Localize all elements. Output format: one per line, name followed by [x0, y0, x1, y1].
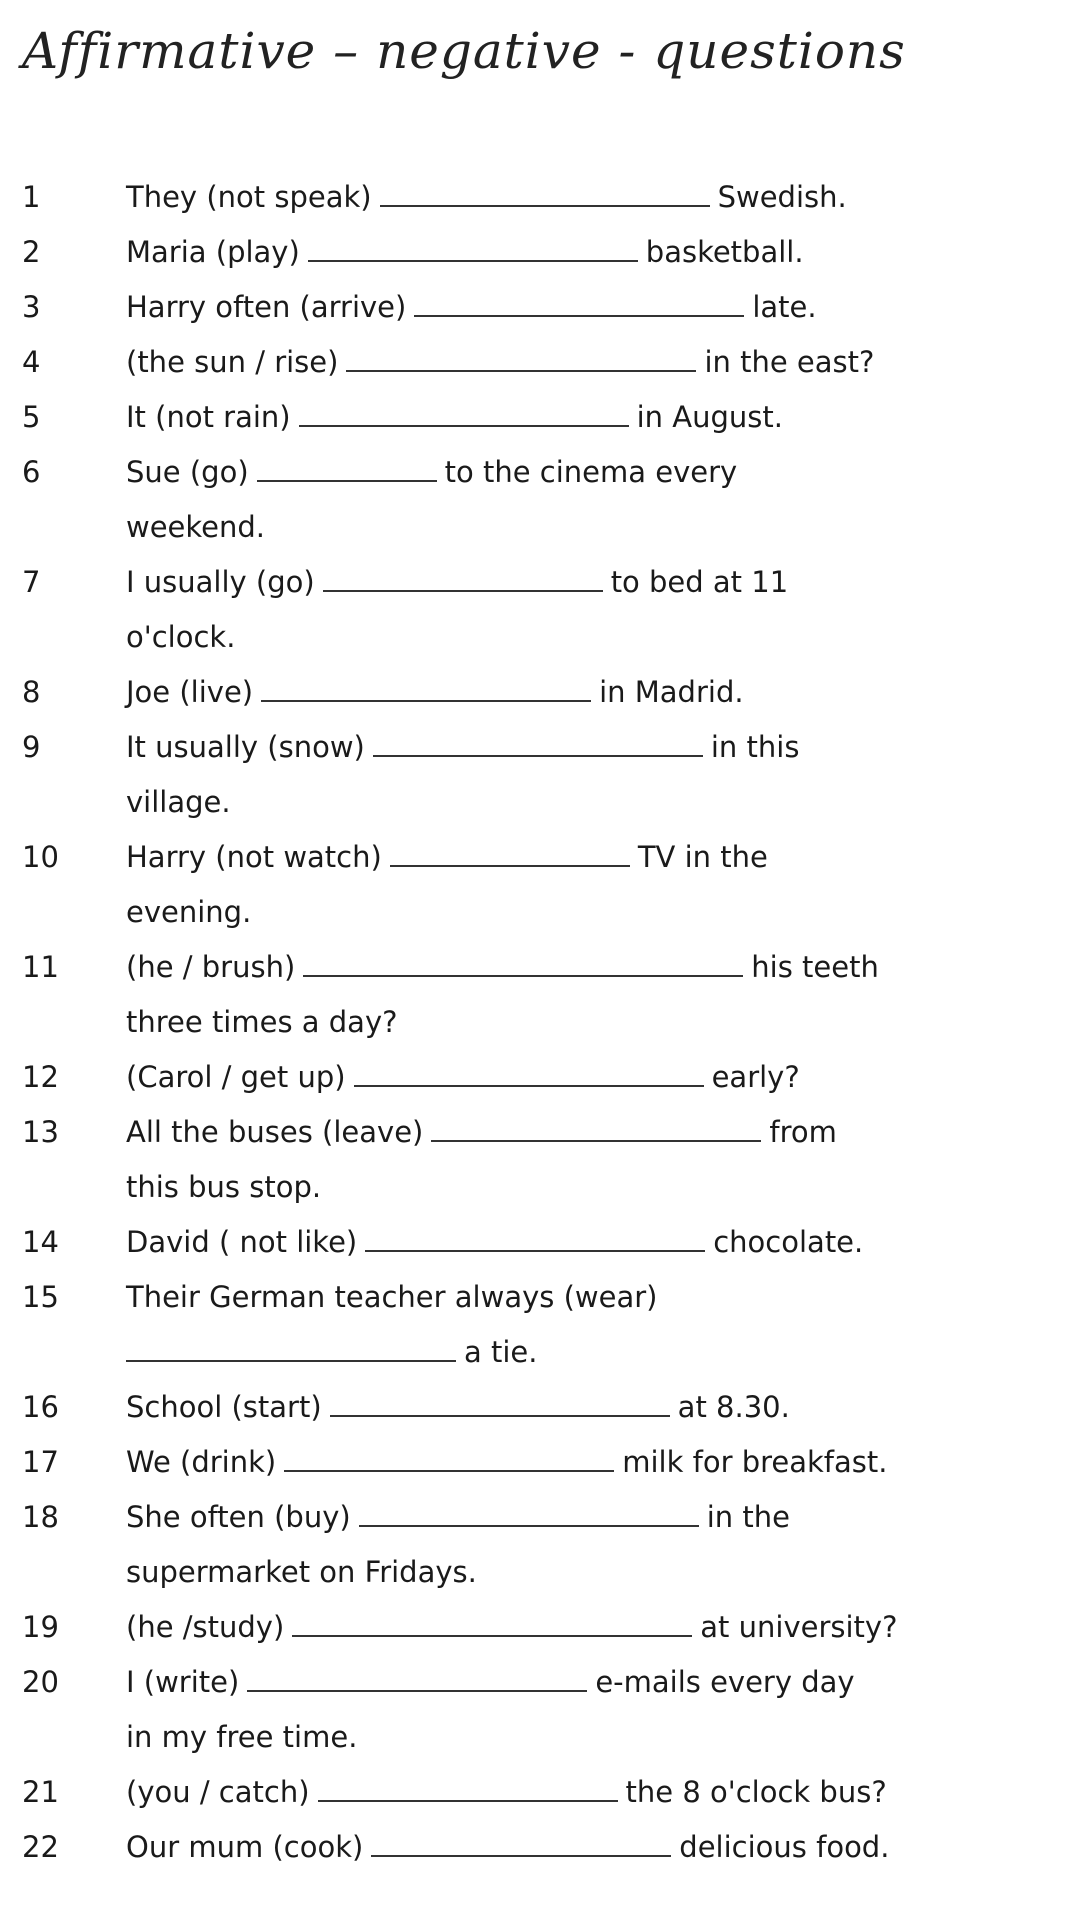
prompt-text-after: delicious food. [679, 1830, 890, 1864]
exercise-number: 17 [22, 1445, 59, 1479]
prompt-text-after: in this [710, 730, 800, 764]
exercise-number: 8 [22, 675, 41, 709]
prompt-text-after: to bed at 11 [610, 565, 789, 599]
exercise-line [126, 445, 1026, 500]
prompt-text: Maria (play) [126, 235, 300, 269]
exercise-item [0, 390, 1080, 445]
prompt-text-after: basketball. [645, 235, 804, 269]
prompt-text: in my free time. [126, 1720, 358, 1754]
prompt-text-after: from [769, 1115, 837, 1149]
exercise-number: 16 [22, 1390, 59, 1424]
exercise-item [0, 445, 1080, 555]
prompt-text: It usually (snow) [126, 730, 365, 764]
exercise-item [0, 1765, 1080, 1820]
prompt-text: evening. [126, 895, 252, 929]
prompt-text-after: Swedish. [717, 180, 847, 214]
exercise-number: 22 [22, 1830, 59, 1864]
prompt-text: David ( not like) [126, 1225, 358, 1259]
answer-blank[interactable] [303, 949, 743, 977]
exercise-item [0, 720, 1080, 830]
answer-blank[interactable] [373, 729, 703, 757]
exercise-line [126, 1765, 1026, 1820]
prompt-text: We (drink) [126, 1445, 277, 1479]
prompt-text: (Carol / get up) [126, 1060, 346, 1094]
answer-blank[interactable] [330, 1389, 670, 1417]
exercise-number: 21 [22, 1775, 59, 1809]
prompt-text-after: milk for breakfast. [622, 1445, 888, 1479]
exercise-line [126, 1600, 1026, 1655]
exercise-list [0, 170, 1080, 1875]
prompt-text: Sue (go) [126, 455, 249, 489]
prompt-text-after: TV in the [637, 840, 768, 874]
exercise-item [0, 940, 1080, 1050]
answer-blank[interactable] [257, 454, 437, 482]
exercise-number: 12 [22, 1060, 59, 1094]
prompt-text: (you / catch) [126, 1775, 310, 1809]
prompt-text: It (not rain) [126, 400, 291, 434]
prompt-text-after: at university? [700, 1610, 898, 1644]
answer-blank[interactable] [318, 1774, 618, 1802]
exercise-line [126, 1710, 1026, 1765]
prompt-text: Their German teacher always (wear) [126, 1280, 658, 1314]
answer-blank[interactable] [126, 1334, 456, 1362]
exercise-line [126, 280, 1026, 335]
worksheet-title: Affirmative – negative - questions [22, 22, 906, 80]
prompt-text: She often (buy) [126, 1500, 351, 1534]
exercise-line [126, 555, 1026, 610]
exercise-number: 3 [22, 290, 41, 324]
exercise-line [126, 885, 1026, 940]
prompt-text-after: a tie. [464, 1335, 538, 1369]
exercise-line [126, 1270, 1026, 1325]
exercise-number: 19 [22, 1610, 59, 1644]
exercise-line [126, 775, 1026, 830]
prompt-text: weekend. [126, 510, 266, 544]
exercise-item [0, 1600, 1080, 1655]
exercise-line [126, 610, 1026, 665]
exercise-line [126, 1490, 1026, 1545]
exercise-number: 18 [22, 1500, 59, 1534]
prompt-text-after: chocolate. [713, 1225, 864, 1259]
prompt-text: Our mum (cook) [126, 1830, 364, 1864]
exercise-line [126, 1435, 1026, 1490]
exercise-line [126, 1545, 1026, 1600]
exercise-line [126, 1325, 1026, 1380]
exercise-item [0, 555, 1080, 665]
prompt-text: this bus stop. [126, 1170, 322, 1204]
prompt-text: village. [126, 785, 231, 819]
prompt-text-after: early? [711, 1060, 800, 1094]
exercise-item [0, 1105, 1080, 1215]
exercise-item [0, 1655, 1080, 1765]
exercise-line [126, 390, 1026, 445]
exercise-item [0, 1050, 1080, 1105]
prompt-text-after: in the east? [704, 345, 875, 379]
exercise-number: 4 [22, 345, 41, 379]
exercise-item [0, 665, 1080, 720]
answer-blank[interactable] [299, 399, 629, 427]
prompt-text: Harry often (arrive) [126, 290, 407, 324]
prompt-text: All the buses (leave) [126, 1115, 424, 1149]
answer-blank[interactable] [346, 344, 696, 372]
prompt-text-after: e-mails every day [595, 1665, 855, 1699]
exercise-item [0, 1435, 1080, 1490]
answer-blank[interactable] [380, 179, 710, 207]
exercise-item [0, 1215, 1080, 1270]
exercise-number: 11 [22, 950, 59, 984]
exercise-number: 14 [22, 1225, 59, 1259]
answer-blank[interactable] [365, 1224, 705, 1252]
prompt-text-after: at 8.30. [677, 1390, 790, 1424]
prompt-text: School (start) [126, 1390, 322, 1424]
exercise-line [126, 720, 1026, 775]
answer-blank[interactable] [354, 1059, 704, 1087]
exercise-line [126, 995, 1026, 1050]
answer-blank[interactable] [261, 674, 591, 702]
answer-blank[interactable] [371, 1829, 671, 1857]
prompt-text: o'clock. [126, 620, 236, 654]
exercise-number: 10 [22, 840, 59, 874]
exercise-item [0, 225, 1080, 280]
prompt-text-after: in Madrid. [599, 675, 744, 709]
exercise-number: 1 [22, 180, 41, 214]
exercise-item [0, 335, 1080, 390]
exercise-line [126, 940, 1026, 995]
answer-blank[interactable] [284, 1444, 614, 1472]
prompt-text: three times a day? [126, 1005, 398, 1039]
exercise-item [0, 1490, 1080, 1600]
exercise-line [126, 170, 1026, 225]
exercise-line [126, 500, 1026, 555]
exercise-line [126, 1105, 1026, 1160]
exercise-number: 7 [22, 565, 41, 599]
prompt-text: supermarket on Fridays. [126, 1555, 477, 1589]
exercise-item [0, 830, 1080, 940]
exercise-line [126, 1160, 1026, 1215]
exercise-item [0, 1820, 1080, 1875]
exercise-line [126, 225, 1026, 280]
exercise-number: 13 [22, 1115, 59, 1149]
prompt-text: I (write) [126, 1665, 240, 1699]
exercise-line [126, 1655, 1026, 1710]
prompt-text-after: in the [706, 1500, 790, 1534]
answer-blank[interactable] [323, 564, 603, 592]
exercise-item [0, 170, 1080, 225]
prompt-text-after: to the cinema every [444, 455, 738, 489]
answer-blank[interactable] [359, 1499, 699, 1527]
exercise-number: 2 [22, 235, 41, 269]
exercise-item [0, 1270, 1080, 1380]
answer-blank[interactable] [308, 234, 638, 262]
exercise-number: 15 [22, 1280, 59, 1314]
prompt-text: (he / brush) [126, 950, 296, 984]
prompt-text: I usually (go) [126, 565, 315, 599]
answer-blank[interactable] [414, 289, 744, 317]
prompt-text: Harry (not watch) [126, 840, 382, 874]
prompt-text-after: in August. [636, 400, 783, 434]
exercise-number: 6 [22, 455, 41, 489]
prompt-text: Joe (live) [126, 675, 254, 709]
prompt-text: (he /study) [126, 1610, 285, 1644]
exercise-item [0, 1380, 1080, 1435]
exercise-line [126, 830, 1026, 885]
prompt-text: (the sun / rise) [126, 345, 339, 379]
exercise-number: 20 [22, 1665, 59, 1699]
exercise-number: 9 [22, 730, 41, 764]
exercise-line [126, 665, 1026, 720]
exercise-item [0, 280, 1080, 335]
prompt-text-after: the 8 o'clock bus? [625, 1775, 887, 1809]
answer-blank[interactable] [292, 1609, 692, 1637]
exercise-line [126, 1050, 1026, 1105]
prompt-text-after: his teeth [751, 950, 879, 984]
answer-blank[interactable] [390, 839, 630, 867]
prompt-text: They (not speak) [126, 180, 372, 214]
exercise-line [126, 1380, 1026, 1435]
prompt-text-after: late. [752, 290, 817, 324]
exercise-line [126, 1215, 1026, 1270]
exercise-line [126, 1820, 1026, 1875]
answer-blank[interactable] [247, 1664, 587, 1692]
exercise-line [126, 335, 1026, 390]
exercise-number: 5 [22, 400, 41, 434]
answer-blank[interactable] [431, 1114, 761, 1142]
